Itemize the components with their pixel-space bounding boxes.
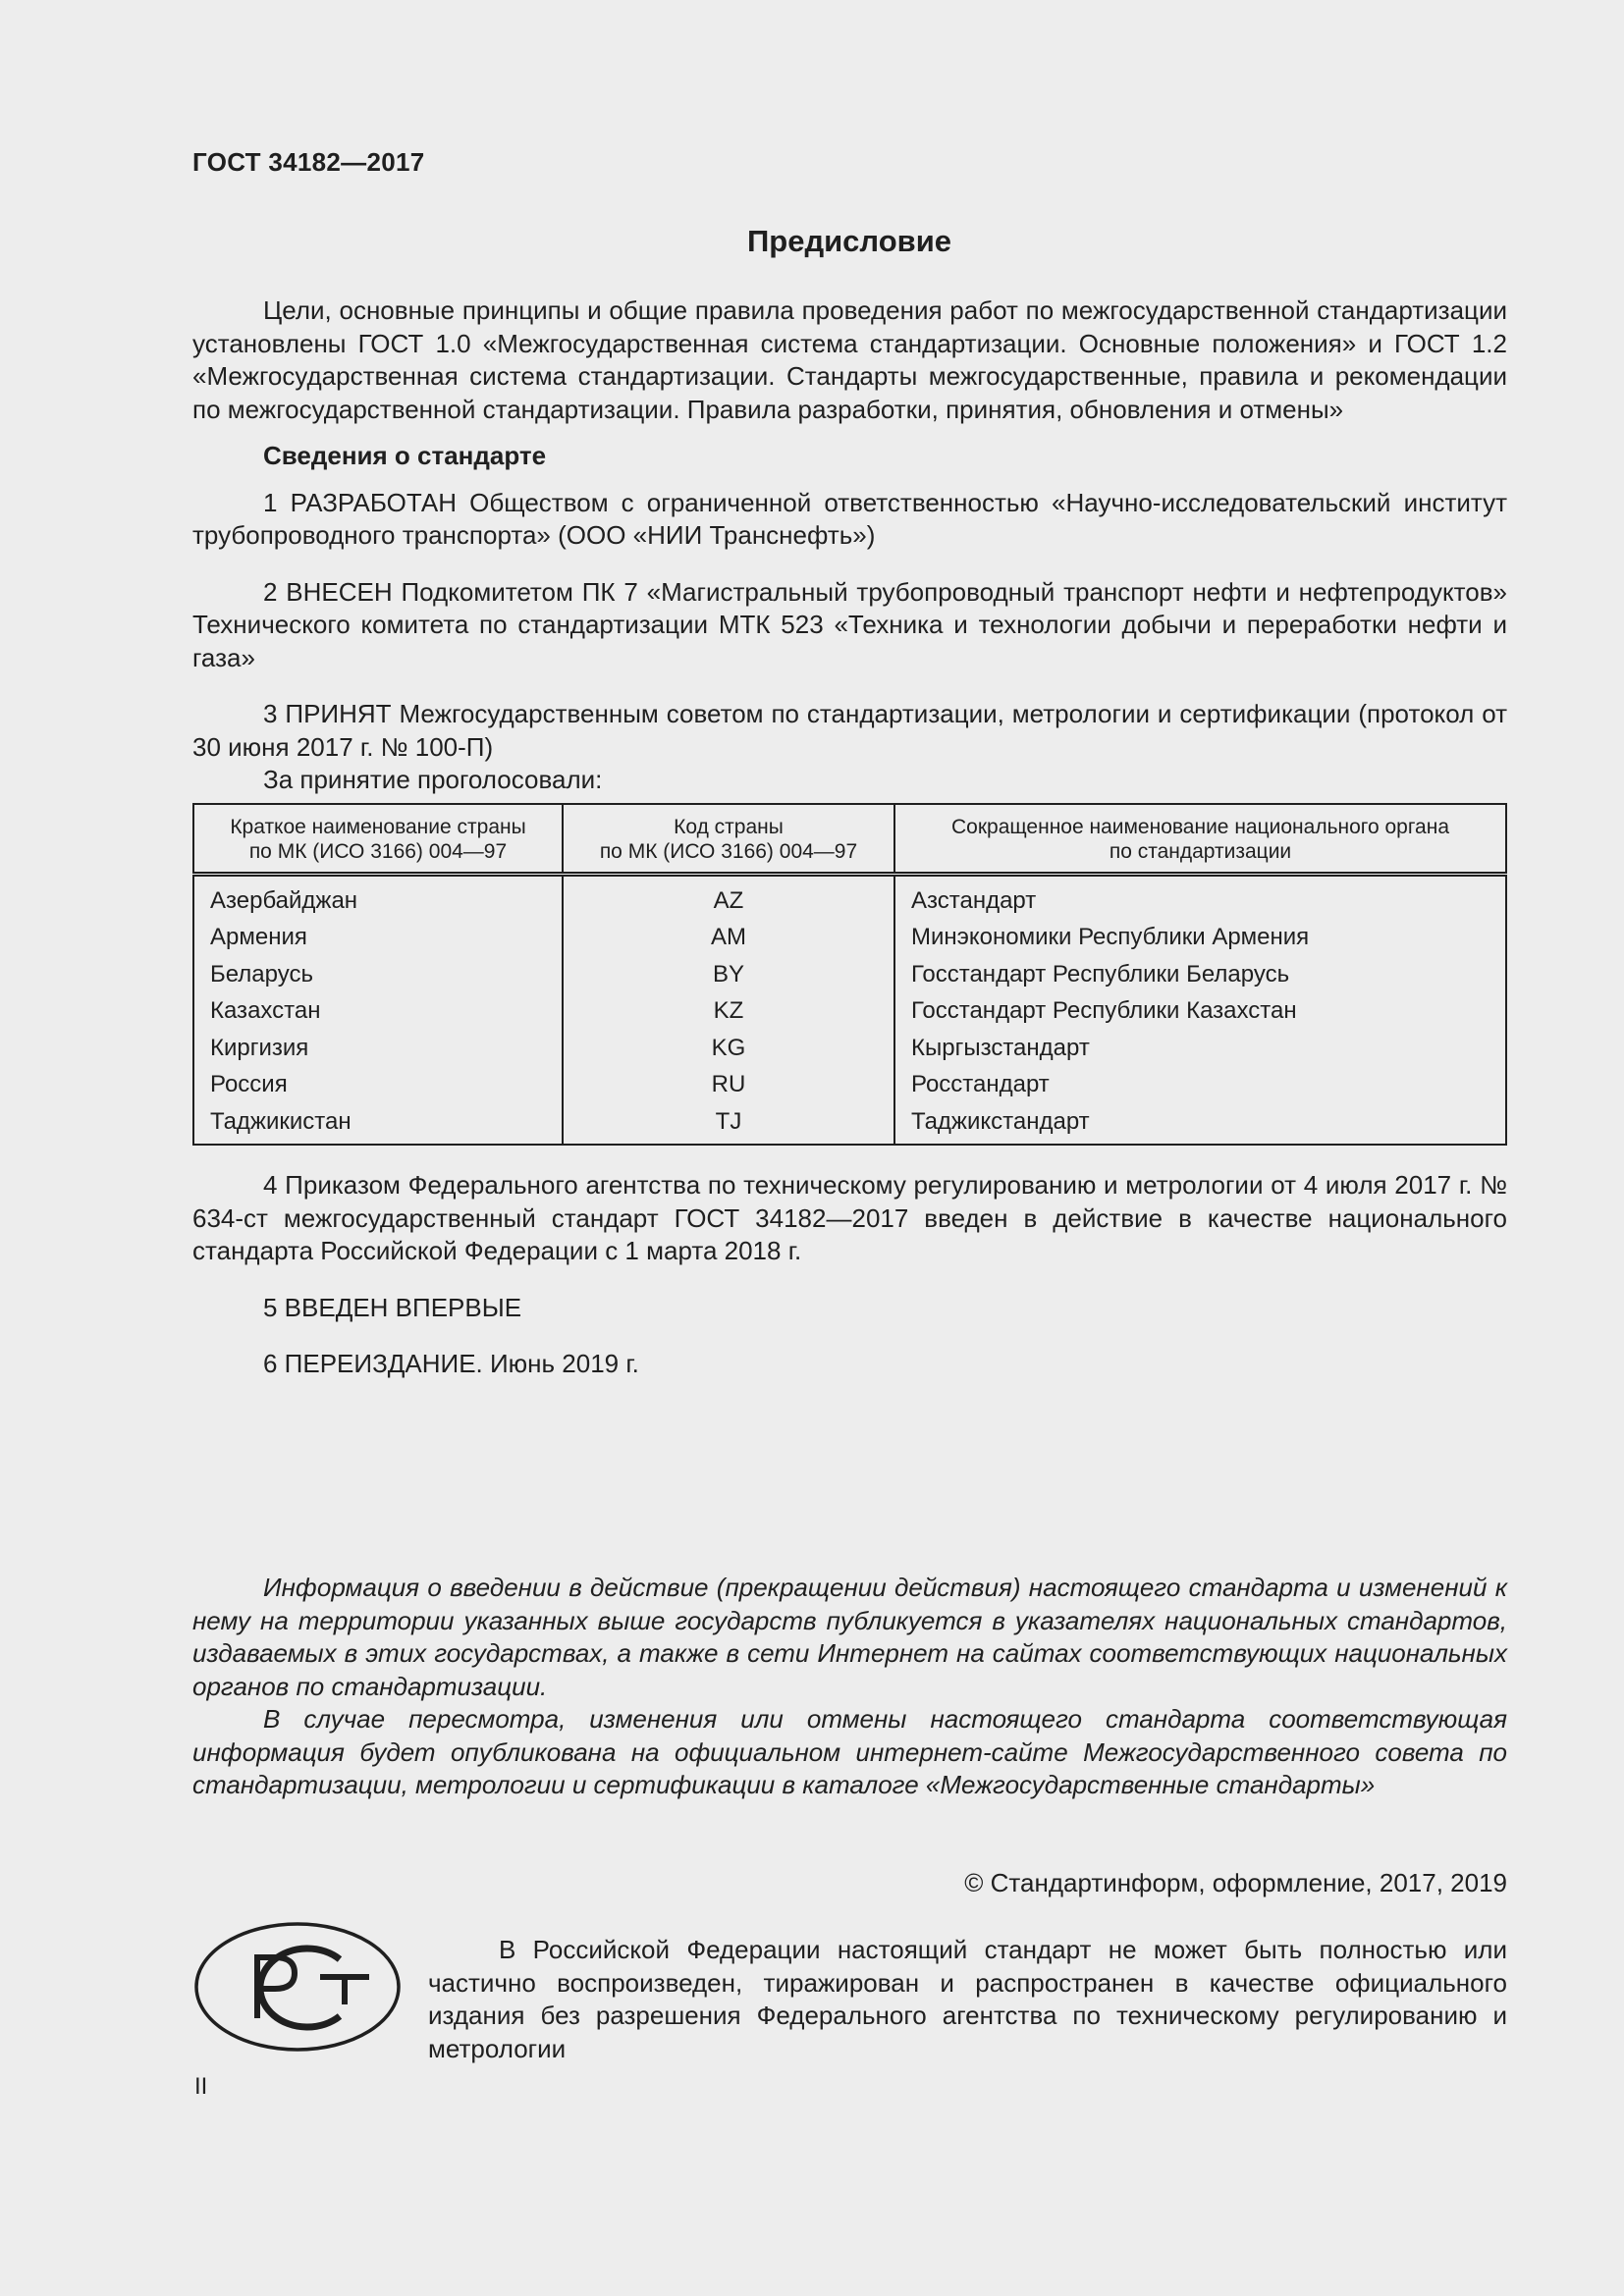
cell-code: KG	[563, 1030, 894, 1067]
cell-country: Россия	[210, 1071, 288, 1097]
cell-country: Казахстан	[210, 997, 321, 1024]
table-row	[193, 1030, 1506, 1067]
rf-reproduction-notice	[428, 1934, 1507, 2065]
cell-body: Азстандарт	[894, 874, 1506, 919]
cell-code: AM	[563, 919, 894, 956]
cell-code: AZ	[563, 874, 894, 919]
cell-code: TJ	[563, 1103, 894, 1146]
item-3: 3 ПРИНЯТ Межгосударственным советом по стандартизации, метрологии и сертификации (протокол от 30 июня 2017 г. № 100-П)	[192, 699, 1507, 762]
item-5: 5 ВВЕДЕН ВПЕРВЫЕ	[263, 1292, 522, 1322]
item-4: 4 Приказом Федерального агентства по техническому регулированию и метрологии от 4 июля 2017 г. № 634-ст межгосударственный стандарт ГОСТ 34182—2017 введен в действие в качестве национального стандарта Российской Федерации с 1 марта 2018 г.	[192, 1170, 1507, 1265]
table-row	[193, 992, 1506, 1030]
section-heading: Сведения о стандарте	[263, 441, 547, 470]
main-content	[192, 294, 1507, 1381]
table-row	[193, 1103, 1506, 1146]
cell-body: Минэкономики Республики Армения	[894, 919, 1506, 956]
table-row	[193, 919, 1506, 956]
item-3-voted-label: За принятие проголосовали:	[263, 765, 603, 794]
page-title: Предисловие	[746, 224, 951, 258]
cell-country: Армения	[210, 924, 307, 950]
cell-country: Азербайджан	[210, 886, 358, 914]
cell-code: RU	[563, 1066, 894, 1103]
item-6: 6 ПЕРЕИЗДАНИЕ. Июнь 2019 г.	[263, 1349, 639, 1378]
voting-table	[192, 803, 1507, 1147]
cell-country: Беларусь	[210, 960, 313, 988]
cell-country: Киргизия	[210, 1034, 309, 1061]
rf-notice-text: В Российской Федерации настоящий стандарт не может быть полностью или частично воспроизведен, тиражирован и распространен в качестве официального издания без разрешения Федерального агентства по техническому регулированию и метрологии	[428, 1935, 1507, 2063]
col-header-country: Краткое наименование страны по МК (ИСО 3166) 004—97	[193, 804, 563, 875]
col-header-body: Сокращенное наименование национального органа по стандартизации	[894, 804, 1506, 875]
rst-certification-logo-icon	[192, 1920, 403, 2054]
item-2: 2 ВНЕСЕН Подкомитетом ПК 7 «Магистральный трубопроводный транспорт нефти и нефтепродуктов» Технического комитета по стандартизации МТК 523 «Техника и технологии добычи и переработки нефти и газа»	[192, 576, 1507, 672]
copyright-line: © Стандартинформ, оформление, 2017, 2019	[964, 1868, 1507, 1897]
note-2: В случае пересмотра, изменения или отмены настоящего стандарта соответствующая информация будет опубликована на официальном интернет-сайте Межгосударственного совета по стандартизации, метрологии и сертификации в каталоге «Межгосударственные стандарты»	[192, 1704, 1507, 1799]
cell-body: Госстандарт Республики Казахстан	[894, 992, 1506, 1030]
document-id-header: ГОСТ 34182—2017	[192, 147, 425, 177]
table-row	[193, 1066, 1506, 1103]
col-header-code: Код страны по МК (ИСО 3166) 004—97	[563, 804, 894, 875]
cell-body: Росстандарт	[894, 1066, 1506, 1103]
table-row	[193, 874, 1506, 919]
cell-country: Таджикистан	[210, 1107, 352, 1135]
cell-body: Таджикстандарт	[894, 1103, 1506, 1146]
item-1: 1 РАЗРАБОТАН Обществом с ограниченной ответственностью «Научно-исследовательский институт трубопроводного транспорта» (ООО «НИИ Транснефть»)	[192, 487, 1507, 550]
cell-body: Госстандарт Республики Беларусь	[894, 956, 1506, 993]
notes-block	[192, 1572, 1507, 1802]
note-1: Информация о введении в действие (прекращении действия) настоящего стандарта и изменений к нему на территории указанных выше государств публикуется в указателях национальных стандартов, издаваемых в этих государствах, а также в сети Интернет на сайтах соответствующих национальных органов по стандартизации.	[192, 1573, 1507, 1701]
page-number: II	[194, 2073, 208, 2100]
intro-paragraph: Цели, основные принципы и общие правила проведения работ по межгосударственной стандартизации установлены ГОСТ 1.0 «Межгосударственная система стандартизации. Основные положения» и ГОСТ 1.2 «Межгосударственная система стандартизации. Стандарты межгосударственные, правила и рекомендации по межгосударственной стандартизации. Правила разработки, принятия, обновления и отмены»	[192, 295, 1507, 424]
cell-body: Кыргызстандарт	[894, 1030, 1506, 1067]
cell-code: BY	[563, 956, 894, 993]
cell-code: KZ	[563, 992, 894, 1030]
table-row	[193, 956, 1506, 993]
table-header-row	[193, 804, 1506, 875]
